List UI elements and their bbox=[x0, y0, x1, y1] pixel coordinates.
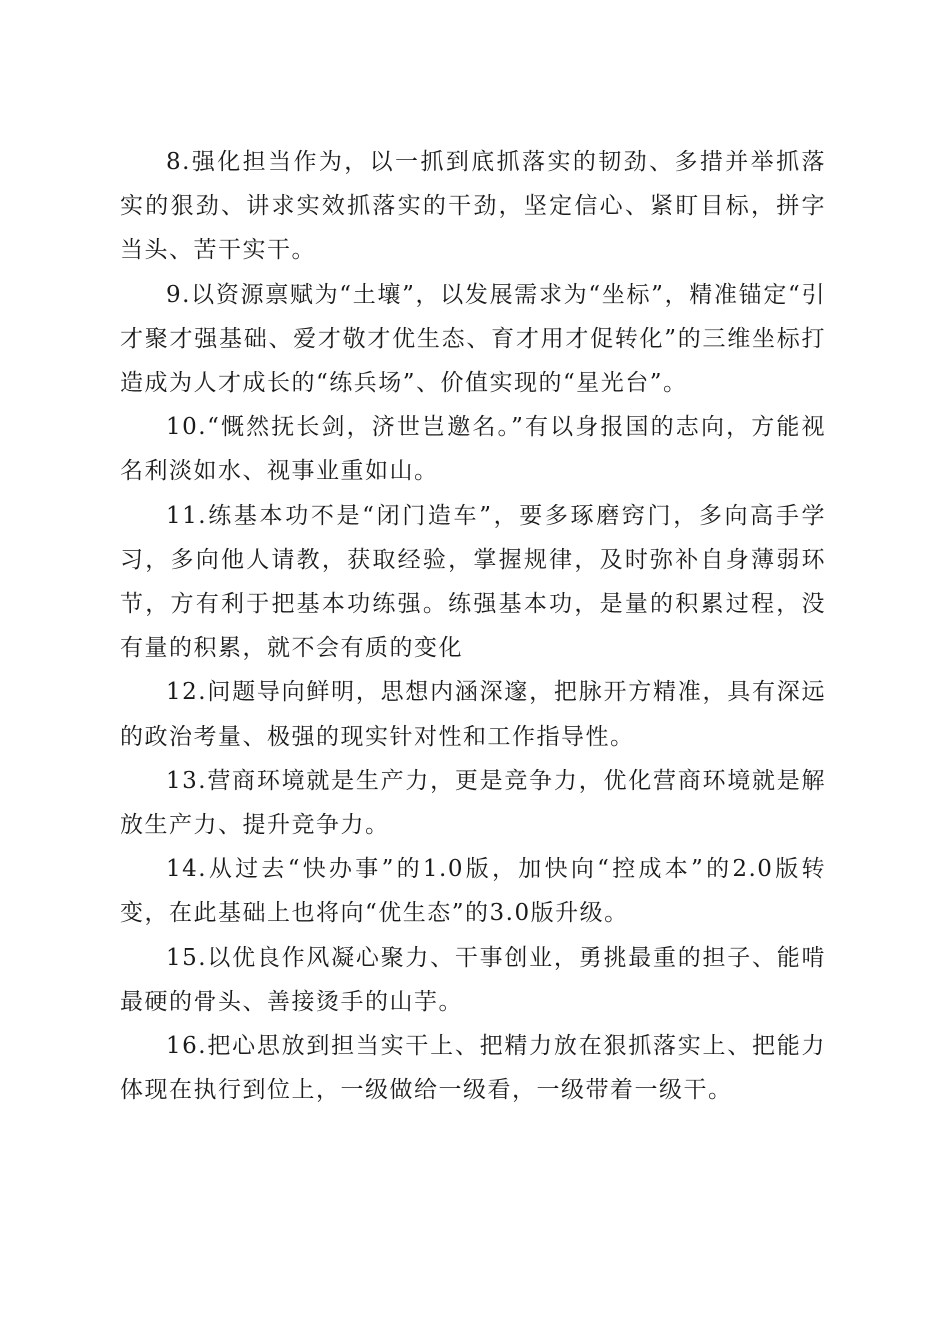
paragraph-9: 9.以资源禀赋为“土壤”，以发展需求为“坐标”，精准锚定“引才聚才强基础、爱才敬才优生态、育才用才促转化”的三维坐标打造成为人才成长的“练兵场”、价值实现的“星光台”。 bbox=[120, 281, 826, 397]
paragraph-15: 15.以优良作风凝心聚力、干事创业，勇挑最重的担子、能啃最硬的骨头、善接烫手的山芋。 bbox=[120, 944, 826, 1015]
paragraph-12: 12.问题导向鲜明，思想内涵深邃，把脉开方精准，具有深远的政治考量、极强的现实针对性和工作指导性。 bbox=[120, 679, 826, 750]
document-body bbox=[120, 140, 826, 1112]
paragraph-8: 8.强化担当作为，以一抓到底抓落实的韧劲、多措并举抓落实的狠劲、讲求实效抓落实的干劲，坚定信心、紧盯目标，拼字当头、苦干实干。 bbox=[120, 149, 826, 264]
paragraph-14: 14.从过去“快办事”的1.0版，加快向“控成本”的2.0版转变，在此基础上也将向“优生态”的3.0版升级。 bbox=[120, 856, 826, 927]
paragraph-10: 10.“慨然抚长剑，济世岂邀名。”有以身报国的志向，方能视名利淡如水、视事业重如山。 bbox=[120, 414, 826, 485]
paragraph-11: 11.练基本功不是“闭门造车”，要多琢磨窍门，多向高手学习，多向他人请教，获取经验，掌握规律，及时弥补自身薄弱环节，方有利于把基本功练强。练强基本功，是量的积累过程，没有量的积累，就不会有质的变化 bbox=[120, 502, 826, 662]
paragraph-16: 16.把心思放到担当实干上、把精力放在狠抓落实上、把能力体现在执行到位上，一级做给一级看，一级带着一级干。 bbox=[120, 1033, 826, 1104]
paragraph-13: 13.营商环境就是生产力，更是竞争力，优化营商环境就是解放生产力、提升竞争力。 bbox=[120, 767, 826, 839]
